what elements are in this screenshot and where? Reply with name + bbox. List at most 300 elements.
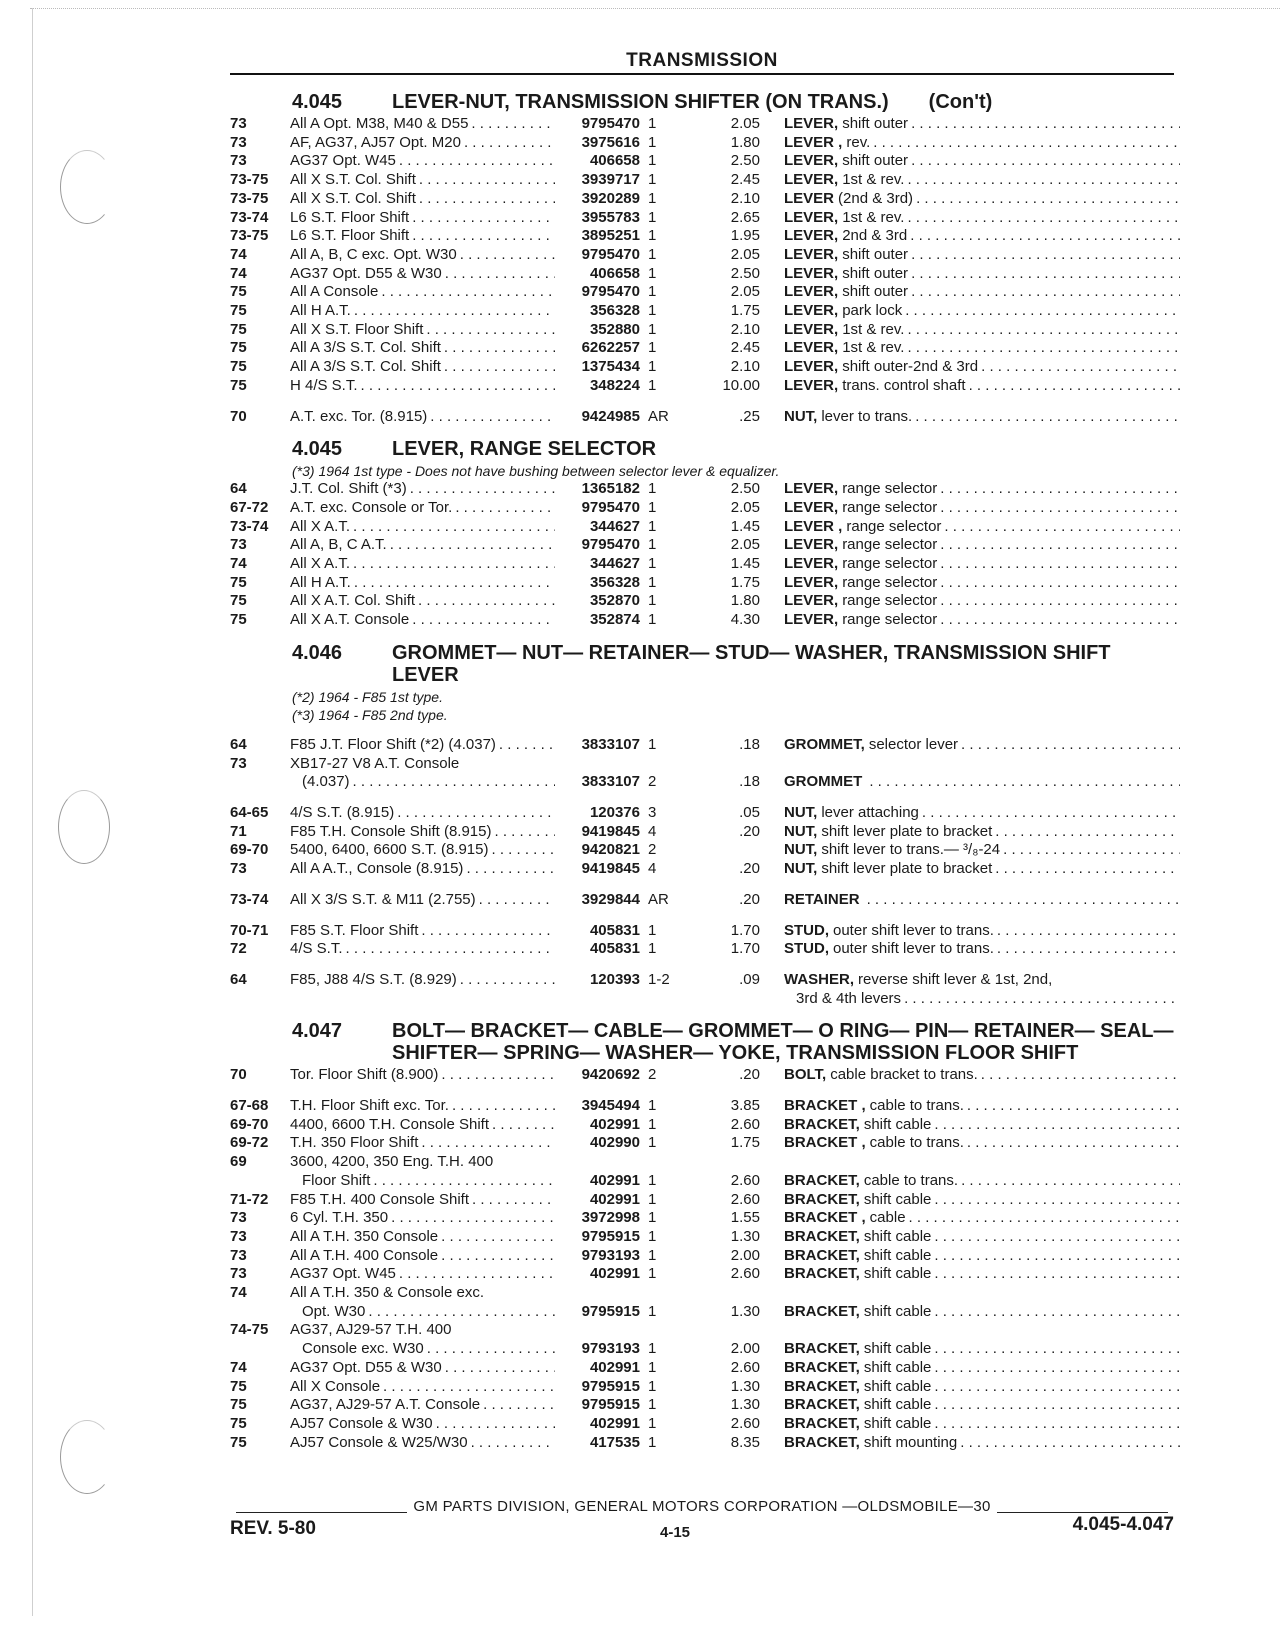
part-number	[555, 990, 640, 1009]
leader-dots	[867, 891, 1180, 910]
model-year: 69-72	[230, 1134, 269, 1152]
part-number: 402991	[589, 1171, 640, 1189]
model-year: 75	[230, 376, 247, 394]
model-year: 75	[230, 1396, 247, 1414]
page-header: TRANSMISSION	[626, 50, 778, 71]
description-text: cable to trans.	[863, 1171, 959, 1189]
model-year: 69-70	[230, 841, 269, 859]
table-row	[230, 377, 1180, 396]
application-text: 5400, 6400, 6600 S.T. (8.915)	[290, 841, 489, 859]
description-text: rev.	[846, 133, 871, 151]
description-text: (2nd & 3rd)	[838, 189, 914, 207]
table-row	[230, 755, 1180, 774]
leader-dots	[460, 971, 555, 990]
description	[760, 555, 1180, 574]
description-head: LEVER,	[784, 245, 839, 263]
model-year	[230, 1172, 290, 1191]
description	[760, 1378, 1180, 1397]
leader-dots	[412, 611, 555, 630]
application	[290, 823, 555, 842]
model-year: 74	[230, 264, 247, 282]
application-text: AG37 Opt. W45	[290, 1265, 396, 1283]
model-year: 75	[230, 1433, 247, 1451]
part-number: 3939717	[581, 171, 640, 189]
model-year: 73-75	[230, 189, 269, 207]
description-text: range selector	[842, 573, 938, 591]
table-row	[230, 1097, 1180, 1116]
leader-dots	[904, 990, 1180, 1009]
section-note: (*2) 1964 - F85 1st type.	[292, 688, 443, 705]
application-text: AG37 Opt. W45	[290, 152, 396, 170]
model-year	[230, 990, 290, 1009]
model-year: 73-74	[230, 208, 269, 226]
description-head: BRACKET,	[784, 1171, 860, 1189]
table-row	[230, 302, 1180, 321]
description	[760, 1359, 1180, 1378]
quantity: 1	[648, 517, 657, 535]
price: 1.30	[730, 1227, 760, 1245]
leader-dots	[354, 302, 555, 321]
application-text: All X A.T.	[290, 555, 351, 573]
application	[290, 990, 555, 1009]
application-text: All A Opt. M38, M40 & D55	[290, 115, 469, 132]
leader-dots	[916, 190, 1180, 209]
application-text: All X S.T. Col. Shift	[290, 189, 416, 207]
description-text: cable to trans.	[869, 1134, 964, 1152]
leader-dots	[444, 339, 555, 358]
application	[290, 536, 555, 555]
description-head: BRACKET,	[784, 1246, 860, 1264]
table-row	[230, 1321, 1180, 1340]
table-row	[230, 1228, 1180, 1247]
leader-dots	[426, 321, 555, 340]
application-text: T.H. Floor Shift exc. Tor.	[290, 1097, 449, 1115]
leader-dots	[397, 804, 555, 823]
leader-dots	[995, 860, 1180, 879]
header-rule	[230, 73, 1174, 75]
leader-dots	[940, 499, 1180, 518]
application	[290, 1228, 555, 1247]
spacer	[230, 396, 1180, 408]
price: 8.35	[730, 1433, 760, 1451]
leader-dots	[419, 171, 555, 190]
part-number: 3945494	[581, 1097, 640, 1115]
leader-dots	[427, 1340, 555, 1359]
application-text: (4.037)	[302, 773, 350, 791]
application	[290, 1284, 555, 1303]
description-text: shift outer	[842, 115, 909, 132]
application	[290, 1415, 555, 1434]
description-text: shift lever plate to bracket	[821, 822, 993, 840]
price: .18	[739, 735, 760, 753]
spacer	[230, 910, 1180, 922]
model-year: 69	[230, 1153, 247, 1171]
leader-dots	[418, 592, 555, 611]
model-year: 74	[230, 1358, 247, 1376]
quantity: 1	[648, 189, 657, 207]
model-year: 73	[230, 754, 247, 772]
price	[705, 755, 760, 774]
price: 1.45	[730, 555, 760, 573]
application	[290, 1153, 555, 1172]
section-note: (*3) 1964 - F85 2nd type.	[292, 706, 448, 723]
table-row	[230, 1191, 1180, 1210]
description-head: LEVER,	[784, 171, 839, 189]
price: 2.60	[730, 1265, 760, 1283]
leader-dots	[934, 1415, 1180, 1434]
price: 2.10	[730, 358, 760, 376]
description	[760, 358, 1180, 377]
description-text: cable	[869, 1209, 906, 1227]
table-row	[230, 1284, 1180, 1303]
description-text: shift outer	[842, 264, 909, 282]
table-row	[230, 115, 1180, 134]
application	[290, 227, 555, 246]
price: .20	[739, 860, 760, 878]
application	[290, 891, 555, 910]
price: .20	[739, 890, 760, 908]
spacer	[230, 1085, 1180, 1097]
description-head: BRACKET,	[784, 1358, 860, 1376]
description	[760, 860, 1180, 879]
application	[290, 574, 555, 593]
model-year: 73	[230, 1209, 247, 1227]
spacer	[230, 792, 1180, 804]
price: 2.60	[730, 1171, 760, 1189]
leader-dots	[441, 1228, 555, 1247]
leader-dots	[492, 1116, 555, 1135]
leader-dots	[934, 1247, 1180, 1266]
leader-dots	[934, 1116, 1180, 1135]
application	[290, 1066, 555, 1085]
description	[760, 755, 1180, 774]
leader-dots	[907, 209, 1180, 228]
quantity: 4	[648, 822, 657, 840]
leader-dots	[430, 408, 555, 427]
page-number: 4-15	[660, 1524, 691, 1541]
table-row	[230, 1134, 1180, 1153]
quantity: 1	[648, 133, 657, 151]
description-head: BRACKET ,	[784, 1097, 866, 1115]
table-row	[230, 971, 1180, 990]
description-text: outer shift lever to trans.	[833, 921, 994, 939]
quantity: 1	[648, 245, 657, 263]
description	[760, 480, 1180, 499]
quantity: 1	[648, 536, 657, 554]
application	[290, 611, 555, 630]
application-text: All A, B, C exc. Opt. W30	[290, 245, 457, 263]
application-text: H 4/S S.T.	[290, 376, 358, 394]
application	[290, 1116, 555, 1135]
description-head: NUT,	[784, 803, 818, 821]
application	[290, 755, 555, 774]
table-row	[230, 804, 1180, 823]
table-row	[230, 246, 1180, 265]
punch-hole	[60, 1420, 114, 1494]
leader-dots	[444, 358, 555, 377]
quantity: 1	[648, 592, 657, 610]
price: 3.85	[730, 1097, 760, 1115]
leader-dots	[910, 227, 1180, 246]
description	[760, 408, 1180, 427]
description-head: WASHER,	[784, 970, 855, 988]
quantity: 1	[648, 1340, 657, 1358]
description-head: BOLT,	[784, 1066, 827, 1084]
leader-dots	[452, 1097, 555, 1116]
description-text: shift cable	[863, 1340, 932, 1358]
application-text: All A A.T., Console (8.915)	[290, 860, 464, 878]
quantity: 1	[648, 320, 657, 338]
application-text: 4400, 6600 T.H. Console Shift	[290, 1115, 490, 1133]
part-number	[555, 1153, 640, 1172]
application-text: 4/S S.T. (8.915)	[290, 803, 395, 821]
leader-dots	[940, 536, 1180, 555]
leader-dots	[445, 265, 555, 284]
revision-label: REV. 5-80	[230, 1518, 316, 1539]
description-text: outer shift lever to trans.	[833, 940, 994, 958]
price	[705, 1153, 760, 1172]
table-row	[230, 1378, 1180, 1397]
application-text: AJ57 Console & W30	[290, 1414, 433, 1432]
price: 1.75	[730, 573, 760, 591]
application	[290, 1209, 555, 1228]
description	[760, 1153, 1180, 1172]
price: 1.80	[730, 133, 760, 151]
application	[290, 804, 555, 823]
leader-dots	[944, 518, 1180, 537]
quantity: 1	[648, 1227, 657, 1245]
part-number: 348224	[589, 376, 640, 394]
leader-dots	[441, 1066, 555, 1085]
leader-dots	[934, 1303, 1180, 1322]
part-number: 9419845	[581, 822, 640, 840]
part-number: 402991	[589, 1265, 640, 1283]
model-year: 73-74	[230, 890, 269, 908]
description-text: lever attaching	[821, 803, 919, 821]
leader-dots	[934, 1340, 1180, 1359]
application-text: AG37, AJ29-57 T.H. 400	[290, 1321, 452, 1339]
application-text: 6 Cyl. T.H. 350	[290, 1209, 389, 1227]
leader-dots	[495, 823, 556, 842]
model-year	[230, 1340, 290, 1359]
part-number: 402991	[589, 1358, 640, 1376]
description-text: 3rd & 4th levers	[796, 989, 902, 1007]
quantity: 1	[648, 1396, 657, 1414]
quantity: 1	[648, 171, 657, 189]
application	[290, 1359, 555, 1378]
table-row	[230, 209, 1180, 228]
leader-dots	[907, 171, 1180, 190]
part-number: 352870	[589, 592, 640, 610]
description	[760, 773, 1180, 792]
quantity: 1	[648, 1171, 657, 1189]
description-head: LEVER,	[784, 498, 839, 516]
model-year: 73	[230, 152, 247, 170]
model-year: 73	[230, 1227, 247, 1245]
application-text: 3600, 4200, 350 Eng. T.H. 400	[290, 1153, 494, 1171]
table-row	[230, 1415, 1180, 1434]
part-number: 3833107	[581, 773, 640, 791]
description-head: BRACKET,	[784, 1115, 860, 1133]
application-text: F85, J88 4/S S.T. (8.929)	[290, 970, 457, 988]
price: 2.50	[730, 152, 760, 170]
application-text: Tor. Floor Shift (8.900)	[290, 1066, 439, 1084]
parts-listing	[230, 85, 1180, 1458]
table-row	[230, 841, 1180, 860]
part-number: 402991	[589, 1115, 640, 1133]
model-year: 71	[230, 822, 247, 840]
description-head: LEVER,	[784, 264, 839, 282]
model-year: 75	[230, 1414, 247, 1432]
description	[760, 592, 1180, 611]
application-text: AG37 Opt. D55 & W30	[290, 264, 442, 282]
application	[290, 736, 555, 755]
table-row	[230, 1265, 1180, 1284]
description	[760, 1134, 1180, 1153]
quantity: 1	[648, 1097, 657, 1115]
table-row	[230, 823, 1180, 842]
price: 4.30	[730, 611, 760, 629]
part-number: 9419845	[581, 860, 640, 878]
leader-dots	[869, 773, 1180, 792]
description-text: 1st & rev.	[842, 171, 905, 189]
description-head: BRACKET,	[784, 1302, 860, 1320]
part-number: 402990	[589, 1134, 640, 1152]
model-year: 69-70	[230, 1115, 269, 1133]
spacer	[230, 1452, 1180, 1458]
application-text: All A T.H. 350 Console	[290, 1227, 439, 1245]
application-text: All A 3/S S.T. Col. Shift	[290, 358, 441, 376]
leader-dots	[911, 283, 1180, 302]
price: .20	[739, 1066, 760, 1084]
description-head: BRACKET,	[784, 1414, 860, 1432]
price: 2.45	[730, 339, 760, 357]
quantity: 1	[648, 1358, 657, 1376]
description-text: range selector	[842, 592, 938, 610]
description-text: range selector	[846, 517, 942, 535]
leader-dots	[960, 1434, 1180, 1453]
leader-dots	[911, 246, 1180, 265]
description-text: 1st & rev.	[842, 320, 905, 338]
section-heading-text: GROMMET— NUT— RETAINER— STUD— WASHER, TRANSMISSION SHIFT LEVER	[392, 641, 1111, 686]
application	[290, 1172, 555, 1191]
leader-dots	[940, 480, 1180, 499]
model-year: 75	[230, 1377, 247, 1395]
quantity: 1	[648, 208, 657, 226]
description-head: BRACKET,	[784, 1377, 860, 1395]
model-year: 75	[230, 339, 247, 357]
description-head: NUT,	[784, 822, 818, 840]
quantity: 1	[648, 921, 657, 939]
leader-dots	[873, 134, 1180, 153]
price: 2.00	[730, 1246, 760, 1264]
leader-dots	[491, 841, 555, 860]
description-head: LEVER,	[784, 611, 839, 629]
quantity: 1	[648, 227, 657, 245]
leader-dots	[981, 1066, 1180, 1085]
description-text: 2nd & 3rd	[842, 227, 908, 245]
price	[705, 1321, 760, 1340]
part-number: 406658	[589, 152, 640, 170]
quantity: 1	[648, 1414, 657, 1432]
quantity: 1	[648, 1265, 657, 1283]
price: 1.45	[730, 517, 760, 535]
table-row	[230, 1209, 1180, 1228]
description	[760, 990, 1180, 1009]
quantity: 1	[648, 940, 657, 958]
quantity: 1	[648, 735, 657, 753]
part-number	[555, 755, 640, 774]
application-text: A.T. exc. Console or Tor.	[290, 498, 453, 516]
model-year: 72	[230, 940, 247, 958]
part-number: 3929844	[581, 890, 640, 908]
leader-dots	[353, 773, 555, 792]
application	[290, 1247, 555, 1266]
application-text: 4/S S.T.	[290, 940, 343, 958]
description-text: shift cable	[863, 1190, 932, 1208]
description	[760, 1209, 1180, 1228]
description	[760, 1066, 1180, 1085]
application-text: All A 3/S S.T. Col. Shift	[290, 339, 441, 357]
section-note: (*3) 1964 1st type - Does not have bushing between selector lever & equalizer.	[292, 463, 780, 480]
table-row	[230, 171, 1180, 190]
leader-dots	[471, 1434, 555, 1453]
leader-dots	[368, 1303, 555, 1322]
part-number: 3972998	[581, 1209, 640, 1227]
application	[290, 1321, 555, 1340]
description-text: shift outer-2nd & 3rd	[842, 358, 979, 376]
leader-dots	[353, 518, 555, 537]
price: .20	[739, 822, 760, 840]
application	[290, 841, 555, 860]
quantity: 1	[648, 573, 657, 591]
section-number: 4.047	[292, 1020, 343, 1043]
section-title	[230, 91, 1180, 113]
quantity: 1	[648, 283, 657, 301]
description	[760, 1396, 1180, 1415]
price: 1.70	[730, 940, 760, 958]
spacer	[230, 426, 1180, 432]
price: 1.55	[730, 1209, 760, 1227]
application-text: F85 T.H. Console Shift (8.915)	[290, 822, 492, 840]
description-text: range selector	[842, 498, 938, 516]
leader-dots	[911, 265, 1180, 284]
table-row	[230, 990, 1180, 1009]
application-text: All X A.T. Console	[290, 611, 410, 629]
description-text: shift cable	[863, 1377, 932, 1395]
part-number: 9795470	[581, 536, 640, 554]
part-number: 9424985	[581, 407, 640, 425]
price: 1.70	[730, 921, 760, 939]
description-text: shift cable	[863, 1246, 932, 1264]
quantity	[640, 1284, 705, 1303]
leader-dots	[381, 283, 555, 302]
leader-dots	[391, 1209, 555, 1228]
application-text: All X Console	[290, 1377, 381, 1395]
application	[290, 518, 555, 537]
model-year: 75	[230, 283, 247, 301]
part-number: 9795915	[581, 1396, 640, 1414]
footer-division: GM PARTS DIVISION, GENERAL MOTORS CORPORATION —OLDSMOBILE—30	[413, 1498, 991, 1515]
table-row	[230, 265, 1180, 284]
table-row	[230, 1172, 1180, 1191]
quantity	[640, 1153, 705, 1172]
application-text: All X 3/S S.T. & M11 (2.755)	[290, 890, 476, 908]
description	[760, 823, 1180, 842]
description-text: range selector	[842, 611, 938, 629]
description	[760, 339, 1180, 358]
description	[760, 1097, 1180, 1116]
